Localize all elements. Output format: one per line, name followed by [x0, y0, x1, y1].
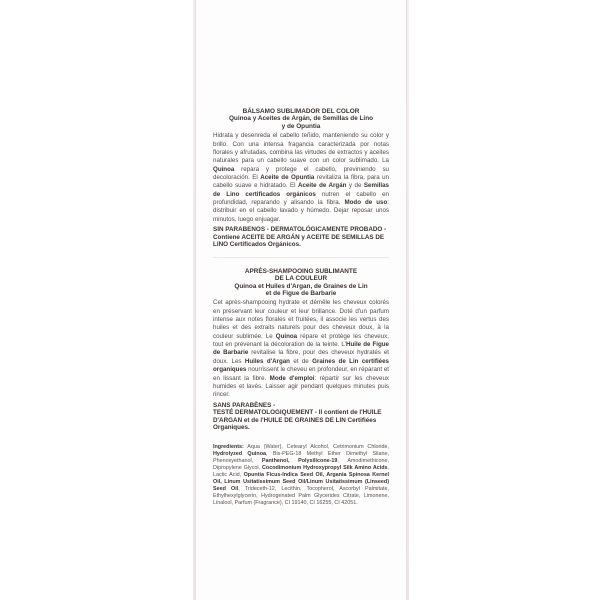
fr-description: [213, 299, 389, 399]
es-text-run: nutren el cabello en profundidad, reparando y alisando la fibra.: [213, 190, 389, 206]
es-text-run: y de: [346, 182, 364, 190]
fr-text-run: Quinoa: [275, 332, 298, 340]
divider: [213, 257, 389, 258]
ingredient-text-run: Opuntia Ficus-Indica Seed Oil, Argania Spinosa Kernel Oil, Linum Usitatissimum Seed Oil/Linum Usitatissimum (Linseed) Seed Oil: [213, 472, 389, 493]
fr-text-run: Huiles d'Argan: [244, 357, 290, 365]
label-text-block: [213, 108, 389, 507]
es-text-run: Hidrata y desenreda el cabello teñido, manteniendo su color y brillo. Con una intensa fragancia caracterizada por notas florales y afrutadas, combina las virtudes de extractos y aceites naturales para un cabello suave con un color sublimado. La: [213, 132, 389, 165]
ingredient-text-run: , Trideceth-12, Lecithin, Tocopherol, Ascorbyl Palmitate, Ethylhexylglycerin, Hydrogenated Palm Glycerides Citrate, Limonene, Linalool, Parfum (Fragrance), CI 19140, CI 16255, CI 42051.: [213, 486, 389, 507]
es-text-run: Semillas de Lino certificados orgánicos: [213, 182, 389, 198]
fr-text-run: revitalise la fibre, pour des cheveux hydratés et doux. Les: [213, 349, 389, 365]
fr-text-run: : répartir sur les cheveux humides et lavés. Laisser agir pendant quelques minutes puis rincer.: [213, 374, 389, 399]
es-notice: SIN PARABENOS - DERMATOLÓGICAMENTE PROBADO - Contiene ACEITE DE ARGÁN y ACEITE DE SEMILLAS DE LINO Certificados Orgánicos.: [213, 226, 387, 249]
es-text-run: Quinoa: [213, 165, 235, 173]
es-text-run: repara y protege el cabello, previniendo su decoloración. El: [213, 165, 389, 181]
fr-notice: SANS PARABÈNES - TESTÉ DERMATOLOGIQUEMENT - Il contient de l'HUILE D'ARGAN et de l'HUILE DE GRAINES DE LIN Certifiées Organiques.: [213, 401, 382, 432]
ingredient-text-run: , Amodimethicone, Dipropylene Glycol,: [213, 458, 389, 472]
fr-text-run: Mode d'emploi: [269, 374, 315, 382]
fr-text-run: répare et protège les cheveux, tout en prévenant la décoloration de la teinte. L': [213, 332, 389, 349]
ingredient-text-run: , Lactic Acid,: [213, 465, 389, 479]
es-text-run: Aceite de Opuntia: [260, 173, 315, 181]
ingredient-text-run: Aqua (Water), Cetearyl Alcohol, Cetrimonium Chloride,: [243, 443, 389, 450]
fr-text-run: Graines de Lin certifiées organiques: [213, 357, 389, 374]
ingredients-list: [213, 444, 389, 507]
fr-text-run: Cet après-shampooing hydrate et démêle les cheveux colorés en préservant leur couleur et leur brillance. Doté d'un parfum intense aux notes florales et fruitées, il associe les vertus des huiles et des extraits naturels pour des cheveux doux, à la couleur sublimée. Le: [213, 299, 389, 340]
fr-text-run: et de: [289, 357, 313, 365]
ingredient-text-run: Panthenol, Polysilicone-19: [261, 458, 338, 464]
fr-title: APRÈS-SHAMPOOING SUBLIMANTE DE LA COULEUR Quinoa et Huiles d'Argan, de Graines de Lin et de Figue de Barbarie: [234, 267, 368, 297]
fr-text-run: nourrissent le cheveu en profondeur, en réparant et en lissant la fibre.: [213, 366, 389, 382]
fr-text-run: Huile de Figue de Barbarie: [213, 341, 389, 357]
es-title: BÁLSAMO SUBLIMADOR DEL COLOR Quinoa y Aceites de Argán, de Semillas de Lino y de Opuntia: [228, 108, 374, 130]
ingredient-text-run: , Bis-PEG-18 Methyl Ether Dimethyl Silane, Phenoxyethanol,: [213, 450, 389, 464]
es-text-run: Aceite de Argán: [298, 182, 347, 190]
es-text-run: revitaliza la fibra, para un cabello suave e hidratado. El: [213, 173, 390, 190]
ingredient-text-run: Cocodimonium Hydroxypropyl Silk Amino Acids: [262, 465, 388, 472]
es-text-run: Modo de uso: [344, 198, 388, 206]
ingredient-text-run: Hydrolyzed Quinoa: [213, 450, 266, 457]
ingredient-text-run: Ingredients:: [213, 443, 244, 450]
es-description: [213, 132, 389, 224]
es-text-run: : distribuir en el cabello lavado y húmedo. Dejar reposar unos minutos, luego enjuagar.: [213, 198, 389, 223]
